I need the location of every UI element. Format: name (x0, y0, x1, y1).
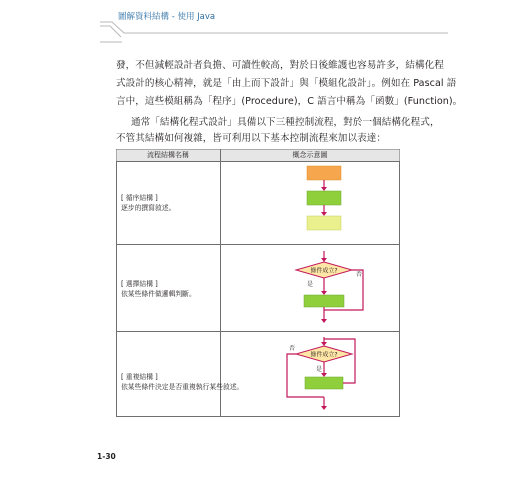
repetition-condition-label: 條件成立? (310, 351, 338, 359)
row-name: [ 選擇結構 ] (121, 280, 158, 288)
paragraph-line: 發，不但減輕設計者負擔、可讀性較高，對於日後維護也容易許多，結構化程 (116, 60, 444, 71)
sequence-block-1 (307, 166, 341, 180)
selection-diagram (220, 245, 400, 332)
selection-no-label: 否 (356, 271, 363, 278)
repetition-body-block (305, 377, 343, 389)
selection-action-block (304, 295, 344, 307)
row-sequence-text (121, 193, 175, 213)
sequence-diagram (220, 162, 400, 245)
row-desc: 依某些條件決定是否重複執行某些敘述。 (121, 383, 244, 391)
paragraph-line: 言中，這些模組稱為「程序」(Procedure)，C 語言中稱為「函數」(Function)。 (116, 96, 463, 107)
paragraph-line: 式設計的核心精神，就是「由上而下設計」與「模組化設計」。例如在 Pascal 語 (116, 78, 457, 89)
table-header-structure-name: 流程結構名稱 (147, 151, 189, 159)
header-title: 圖解資料結構 - 使用 Java (118, 12, 216, 22)
sequence-block-3 (307, 216, 341, 230)
selection-condition-label: 條件成立? (310, 267, 338, 275)
paragraph-line: 不管其結構如何複雜，皆可利用以下基本控制流程來加以表達： (116, 133, 387, 144)
header-decoration (0, 0, 520, 50)
paragraph-line: 通常「結構化程式設計」具備以下三種控制流程，對於一個結構化程式， (131, 117, 440, 128)
repetition-no-label: 否 (289, 345, 296, 352)
repetition-yes-label: 是 (316, 366, 323, 373)
row-desc: 逐步的撰寫敘述。 (121, 204, 176, 212)
row-desc: 依某些條件做邏輯判斷。 (121, 290, 196, 298)
selection-yes-label: 是 (307, 281, 314, 288)
row-name: [ 重複結構 ] (121, 373, 158, 381)
row-selection-text (121, 279, 196, 299)
repetition-diagram (220, 332, 400, 417)
table-header-diagram: 概念示意圖 (292, 151, 328, 159)
row-name: [ 循序結構 ] (121, 194, 158, 202)
page-number: 1-30 (97, 452, 116, 461)
sequence-block-2 (307, 191, 341, 205)
